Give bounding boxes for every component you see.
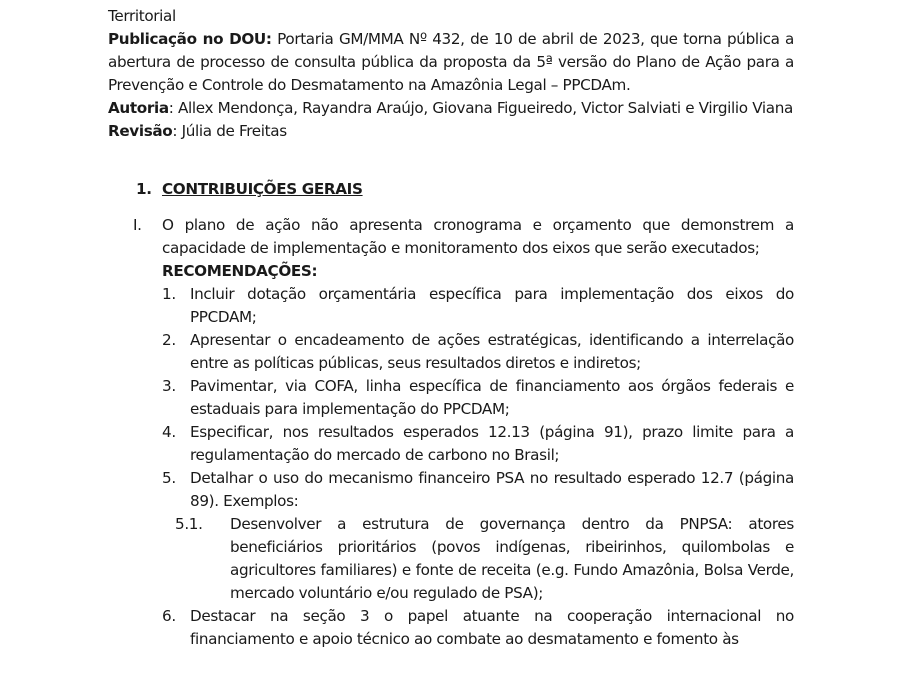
revisao-text: : Júlia de Freitas: [172, 122, 287, 140]
revisao-label: Revisão: [108, 122, 173, 140]
list-item: [162, 605, 794, 651]
list-item-number: 4.: [162, 423, 176, 441]
list-item: [162, 283, 794, 329]
list-item-text: Destacar na seção 3 o papel atuante na cooperação internacional no financiamento e apoio técnico ao combate ao desmatamento e fomento às: [190, 607, 794, 648]
list-item-text: Apresentar o encadeamento de ações estratégicas, identificando a interrelação entre as políticas públicas, seus resultados diretos e indiretos;: [190, 331, 794, 372]
list-item-number: 2.: [162, 331, 176, 349]
list-item-number: 3.: [162, 377, 176, 395]
recomendacoes-label: RECOMENDAÇÕES:: [162, 262, 318, 280]
list-item-text: Incluir dotação orçamentária específica para implementação dos eixos do PPCDAM;: [190, 285, 794, 326]
list-item: [162, 467, 794, 513]
roman-item-I: [108, 214, 794, 651]
list-item: [162, 329, 794, 375]
roman-item-text: O plano de ação não apresenta cronograma e orçamento que demonstrem a capacidade de implementação e monitoramento dos eixos que serão executados;: [162, 216, 794, 257]
list-item: [162, 421, 794, 467]
list-item-text: Detalhar o uso do mecanismo financeiro PSA no resultado esperado 12.7 (página 89). Exemplos:: [190, 469, 794, 510]
section-number: 1.: [136, 180, 152, 198]
list-item-number: 5.: [162, 469, 176, 487]
header-territorial: Territorial: [108, 7, 176, 25]
list-item-number: 6.: [162, 607, 176, 625]
sub-list-item: [162, 513, 794, 605]
list-item-text: Especificar, nos resultados esperados 12.13 (página 91), prazo limite para a regulamentação do mercado de carbono no Brasil;: [190, 423, 794, 464]
sub-list-item-number: 5.1.: [175, 515, 203, 533]
section-title: CONTRIBUIÇÕES GERAIS: [162, 180, 363, 198]
recomendacoes-list: [162, 283, 794, 651]
list-item-text: Pavimentar, via COFA, linha específica de financiamento aos órgãos federais e estaduais para implementação do PPCDAM;: [190, 377, 794, 418]
sub-list-item-text: Desenvolver a estrutura de governança dentro da PNPSA: atores beneficiários prioritários (povos indígenas, ribeirinhos, quilombolas e agricultores familiares) e fonte de receita (e.g. Fundo Amazônia, Bolsa Verde, mercado voluntário e/ou regulado de PSA);: [230, 515, 794, 602]
publicacao-label: Publicação no DOU:: [108, 30, 272, 48]
header-publicacao: [108, 28, 794, 97]
header-revisao: [108, 120, 794, 143]
list-item-number: 1.: [162, 285, 176, 303]
autoria-label: Autoria: [108, 99, 169, 117]
roman-numeral: I.: [133, 216, 142, 234]
autoria-text: : Allex Mendonça, Rayandra Araújo, Giovana Figueiredo, Victor Salviati e Virgilio Viana: [168, 99, 793, 117]
document-page: [108, 5, 794, 651]
list-item: [162, 375, 794, 421]
section-heading: [108, 178, 794, 201]
publicacao-text: Portaria GM/MMA Nº 432, de 10 de abril de 2023, que torna pública a abertura de processo de consulta pública da proposta da 5ª versão do Plano de Ação para a Prevenção e Controle do Desmatamento na Amazônia Legal – PPCDAm.: [108, 30, 795, 94]
header-autoria: [108, 97, 794, 120]
